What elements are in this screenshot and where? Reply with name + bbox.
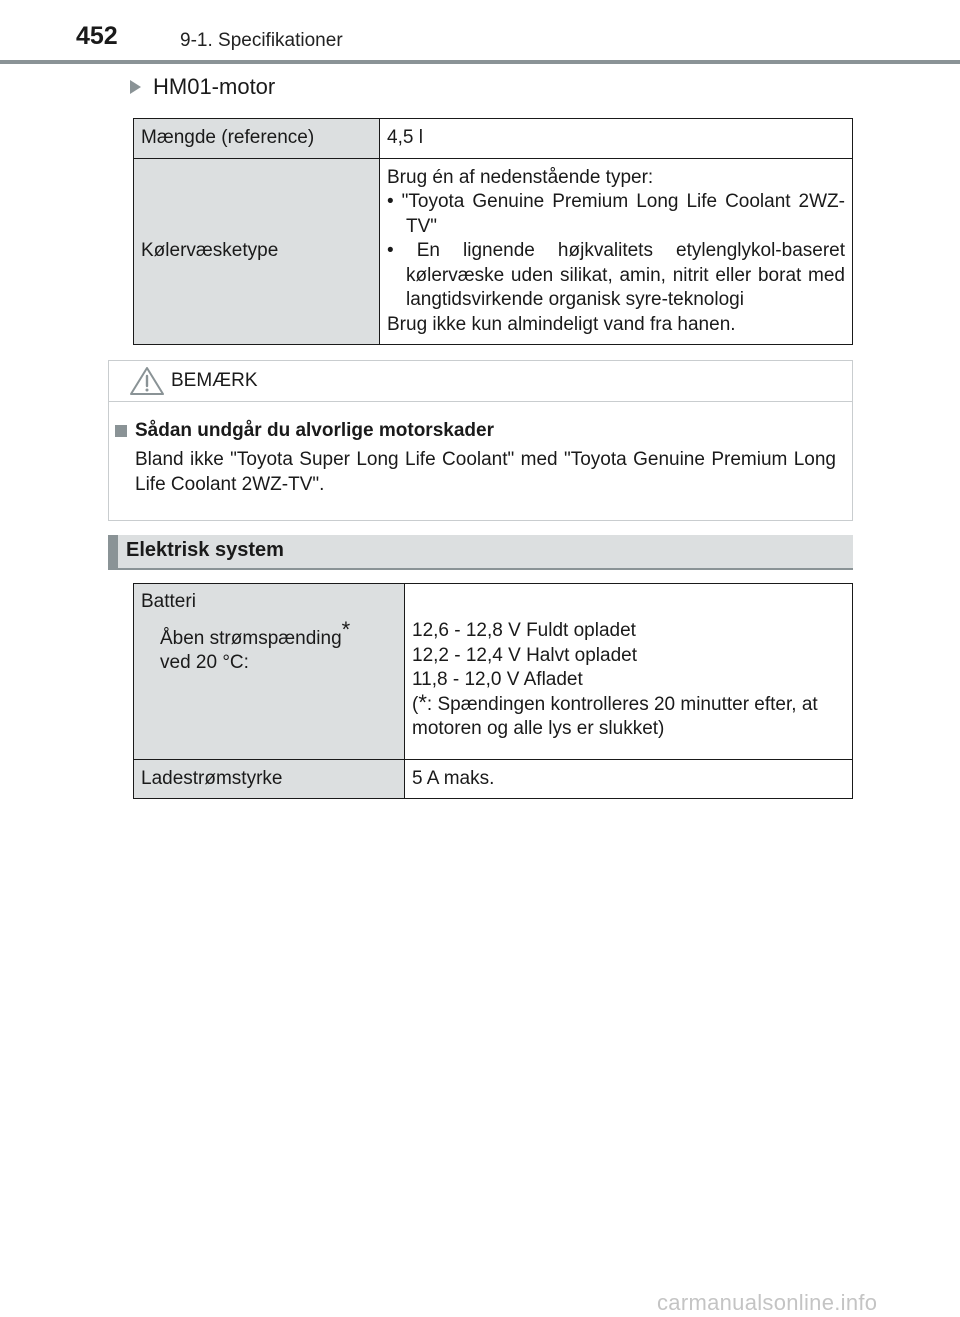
coolant-type-value — [380, 159, 853, 345]
header-rule — [0, 60, 960, 64]
coolant-type-label: Kølervæsketype — [134, 159, 380, 345]
battery-label: Batteri — [141, 591, 196, 612]
coolant-type-item: • "Toyota Genuine Premium Long Life Coolant 2WZ-TV" — [387, 191, 845, 237]
subsection-heading — [130, 74, 275, 100]
notice-header — [109, 361, 852, 402]
table-row — [134, 159, 853, 345]
voltage-half: 12,2 - 12,4 V Halvt opladet — [412, 644, 637, 666]
section-heading — [108, 535, 853, 570]
page-header — [0, 0, 960, 64]
coolant-spec-table — [133, 118, 853, 345]
open-voltage-label-text: Åben strømspænding — [160, 627, 342, 649]
battery-value-cell — [405, 584, 853, 760]
notice-subheading-text: Sådan undgår du alvorlige motorskader — [135, 420, 494, 441]
voltage-note-text: : Spændingen kontrolleres 20 minutter efter, at motoren og alle lys er slukket) — [412, 693, 818, 740]
voltage-note — [412, 689, 845, 742]
triangle-right-icon — [130, 80, 141, 94]
coolant-type-intro: Brug én af nedenstående typer: — [387, 166, 654, 188]
coolant-quantity-value: 4,5 l — [380, 119, 853, 159]
square-bullet-icon — [115, 425, 127, 437]
table-row — [134, 119, 853, 159]
open-voltage-label — [160, 617, 397, 676]
table-row — [134, 760, 853, 799]
coolant-type-item: • En lignende højkvalitets etylenglykol-baseret kølervæske uden silikat, amin, nitrit eller borat med langtidsvirkende organisk syre-teknologi — [387, 240, 845, 311]
asterisk-mark: * — [418, 689, 427, 715]
battery-label-cell — [134, 584, 405, 760]
voltage-full: 12,6 - 12,8 V Fuldt opladet — [412, 620, 636, 642]
asterisk-mark: * — [341, 617, 351, 643]
charging-current-label: Ladestrømstyrke — [134, 760, 405, 799]
coolant-quantity-label: Mængde (reference) — [134, 119, 380, 159]
notice-box — [108, 360, 853, 521]
open-voltage-temp: ved 20 °C: — [160, 652, 249, 673]
notice-subheading — [115, 420, 836, 442]
voltage-discharged: 11,8 - 12,0 V Afladet — [412, 669, 583, 691]
section-accent-bar — [108, 535, 118, 570]
warning-triangle-icon — [129, 366, 165, 396]
note-paren: ( — [412, 693, 419, 715]
charging-current-value: 5 A maks. — [405, 760, 853, 799]
watermark: carmanualsonline.info — [657, 1290, 878, 1315]
notice-text: Bland ikke "Toyota Super Long Life Coolant" med "Toyota Genuine Premium Long Life Coolant 2WZ-TV". — [135, 449, 836, 495]
chapter-title: 9-1. Specifikationer — [180, 30, 343, 51]
page-number: 452 — [76, 22, 118, 50]
notice-body — [109, 402, 852, 497]
table-row — [134, 584, 853, 760]
section-title: Elektrisk system — [126, 539, 284, 561]
subsection-title: HM01-motor — [153, 74, 276, 99]
electric-spec-table — [133, 583, 853, 799]
notice-label: BEMÆRK — [171, 370, 258, 391]
coolant-type-outro: Brug ikke kun almindeligt vand fra hanen. — [387, 313, 736, 335]
